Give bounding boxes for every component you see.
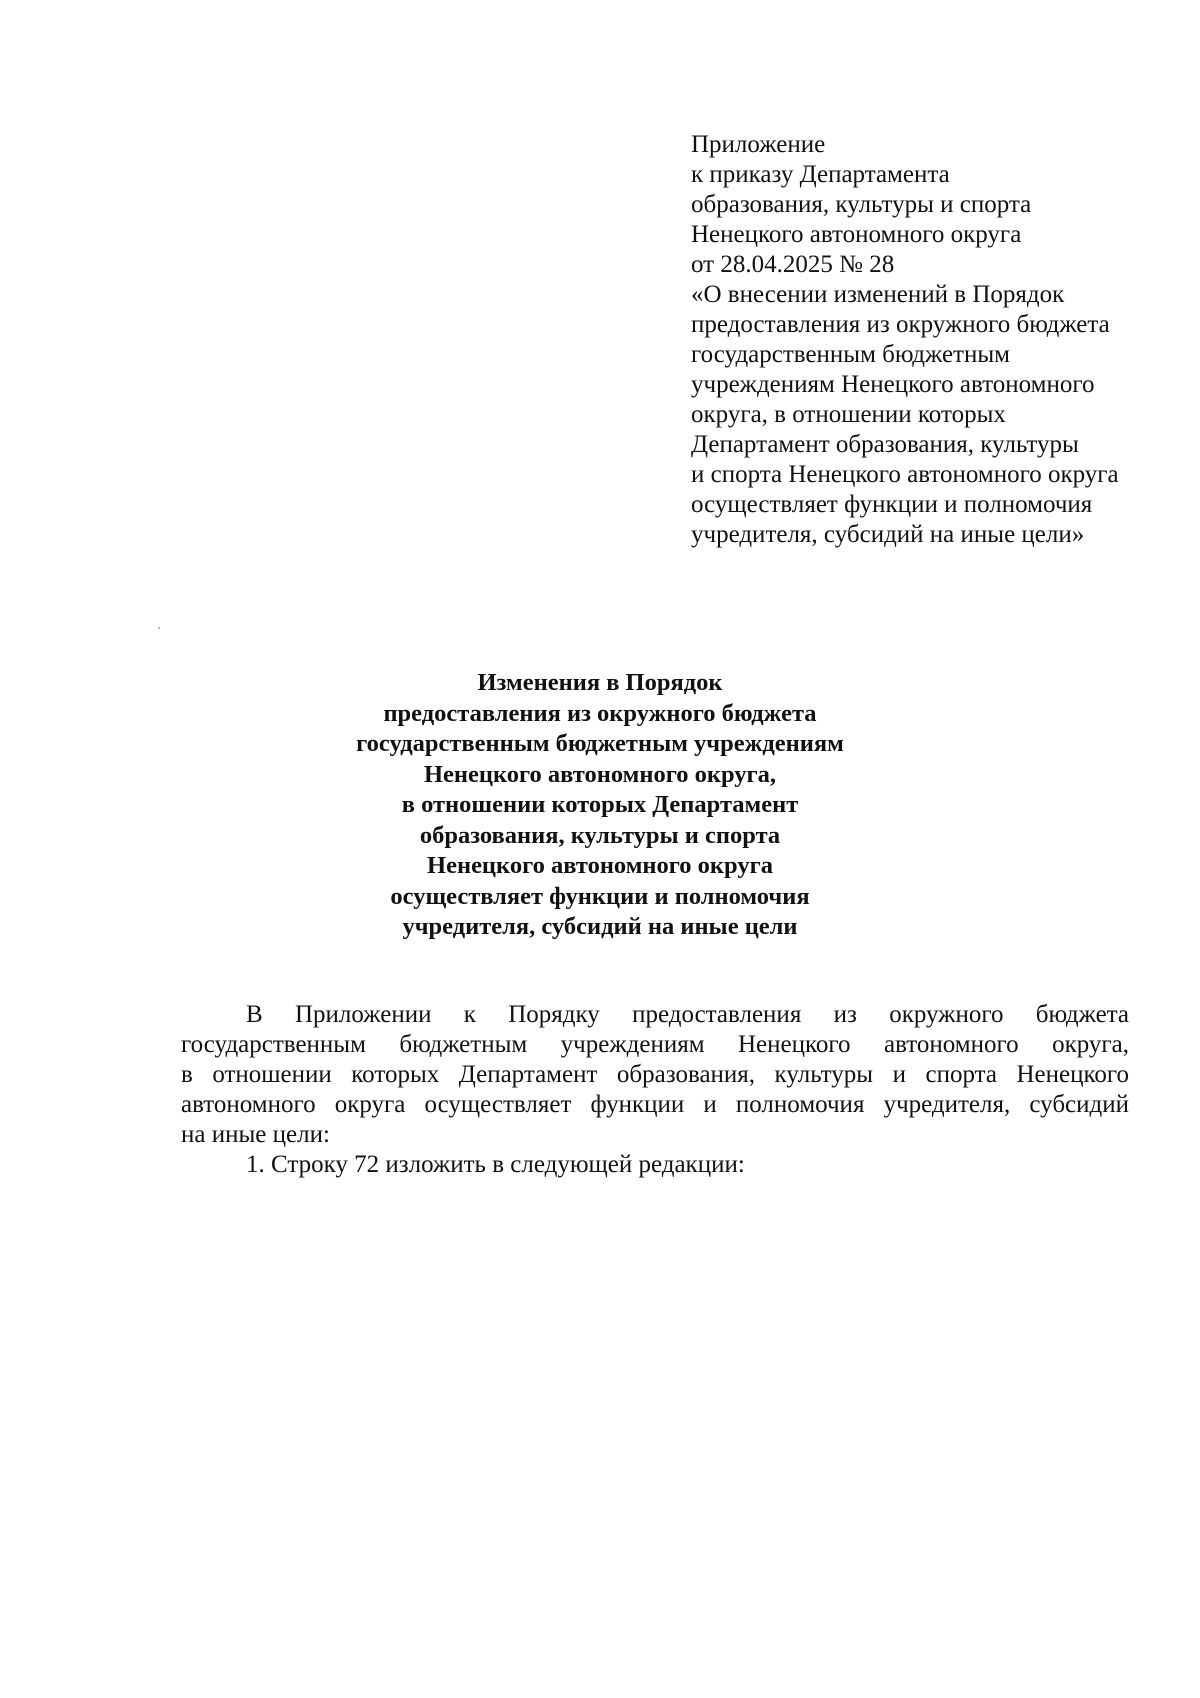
paragraph-line: государственным бюджетным учреждениям Ненецкого автономного округа, (181, 1031, 1129, 1058)
paragraph-line: автономного округа осуществляет функции и полномочия учредителя, субсидий (181, 1091, 1129, 1118)
appendix-line: образования, культуры и спорта (691, 191, 1032, 218)
title-line: предоставления из окружного бюджета (383, 699, 817, 727)
title-line: Ненецкого автономного округа (427, 852, 773, 879)
appendix-line: «О внесении изменений в Порядок (691, 281, 1065, 308)
title-line: Ненецкого автономного округа, (423, 760, 777, 788)
paragraph-line: в отношении которых Департамент образования, культуры и спорта Ненецкого (181, 1061, 1129, 1088)
appendix-line: учредителя, субсидий на иные цели» (691, 521, 1085, 548)
appendix-line: и спорта Ненецкого автономного округа (691, 461, 1119, 488)
appendix-line: Ненецкого автономного округа (691, 221, 1022, 248)
title-line: учредителя, субсидий на иные цели (402, 913, 798, 940)
paragraph-line: В Приложении к Порядку предоставления из окружного бюджета (246, 1001, 1129, 1028)
appendix-line: учреждениям Ненецкого автономного (691, 371, 1095, 398)
appendix-line: округа, в отношении которых (691, 401, 1006, 428)
appendix-line: Приложение (691, 131, 826, 158)
paragraph-line: на иные цели: (181, 1121, 330, 1148)
body-text (181, 1000, 1129, 1180)
appendix-line: осуществляет функции и полномочия (691, 491, 1093, 518)
title-line: Изменения в Порядок (477, 669, 723, 696)
list-item-1: 1. Строку 72 изложить в следующей редакции: (246, 1151, 745, 1178)
scan-speck (158, 627, 160, 629)
appendix-line: Департамент образования, культуры (691, 431, 1079, 458)
document-title (150, 668, 1050, 943)
appendix-line: государственным бюджетным (691, 341, 1010, 368)
appendix-line: от 28.04.2025 № 28 (691, 251, 895, 278)
appendix-header (691, 130, 1161, 550)
appendix-line: предоставления из окружного бюджета (691, 311, 1110, 338)
title-line: государственным бюджетным учреждениям (356, 730, 844, 757)
title-line: в отношении которых Департамент (401, 791, 799, 818)
title-line: осуществляет функции и полномочия (390, 882, 810, 910)
appendix-line: к приказу Департамента (691, 161, 950, 188)
title-line: образования, культуры и спорта (419, 821, 781, 849)
